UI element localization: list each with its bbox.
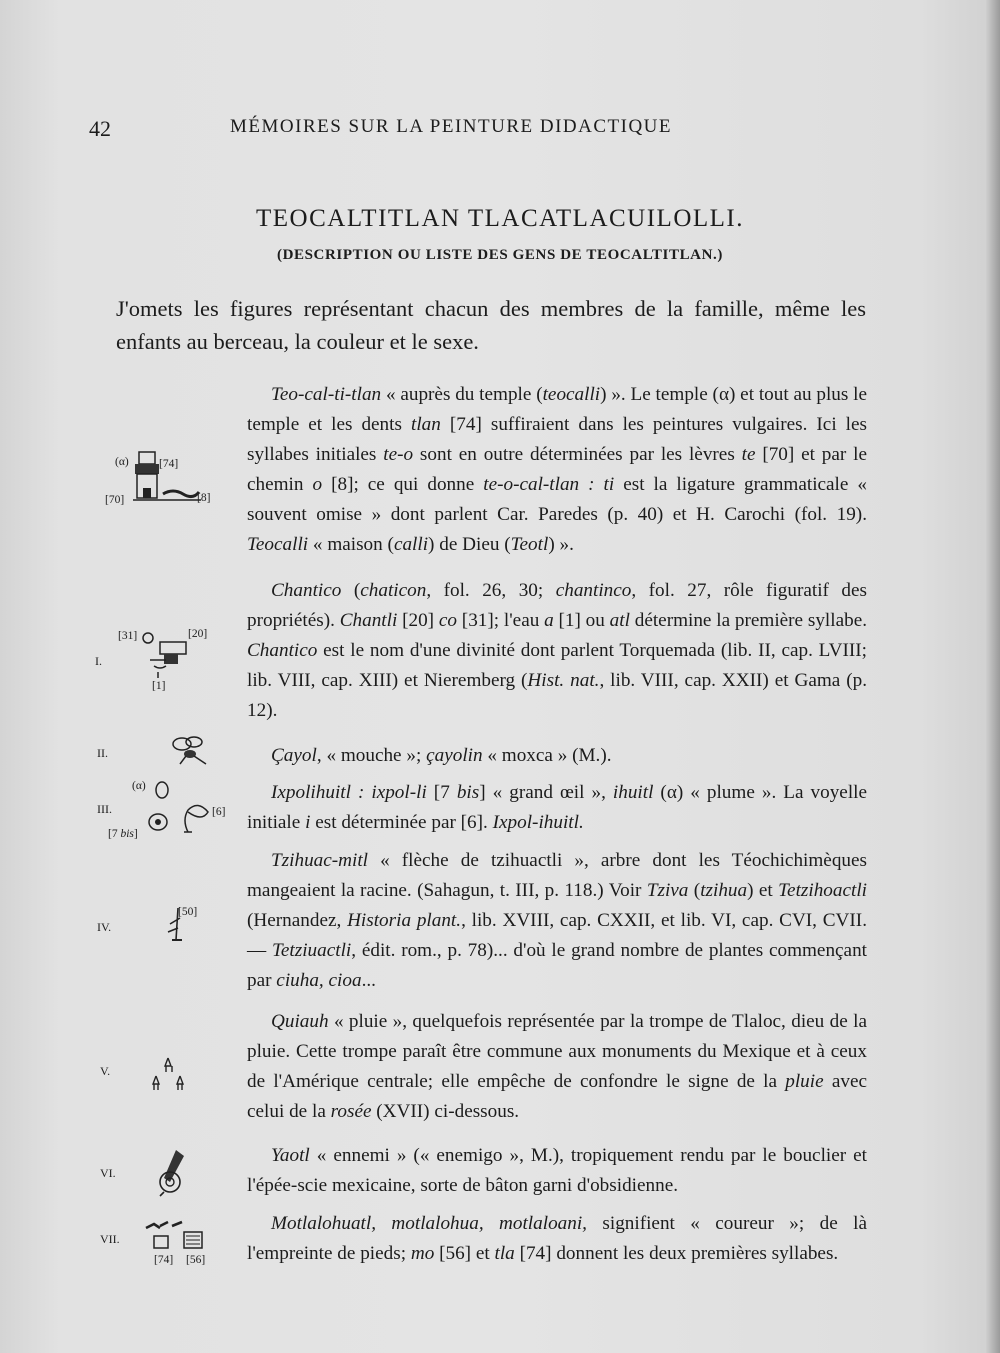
page-number: 42 bbox=[89, 116, 111, 141]
entry-term: Teo-cal-ti-tlan bbox=[271, 384, 382, 405]
entry-teocaltitlan: Teo-cal-ti-tlan « auprès du temple (teocalli) ». Le temple (α) et tout au plus le temple et les dents tlan [74] suffiraient dans les peintures vulgaires. Ici les syllabes initiales te-o sont en outre déterminées par les lèvres te [70] et par le chemin o [8]; ce qui donne te-o-cal-tlan : ti est la ligature grammaticale « souvent omise » dont parlent Car. Paredes (p. 40) et H. Carochi (fol. 19). Teocalli « maison (calli) de Dieu (Teotl) ». bbox=[247, 384, 868, 555]
entry-cayol: Çayol, « mouche »; çayolin « moxca » (M.). bbox=[271, 745, 612, 766]
page-edge-shadow bbox=[986, 0, 1000, 1353]
entry-chantico: Chantico (chaticon, fol. 26, 30; chantinco, fol. 27, rôle figuratif des propriétés). Chantli [20] co [31]; l'eau a [1] ou atl détermine la première syllabe. Chantico est le nom d'une divinité dont parlent Torquemada (lib. II, cap. LVIII; lib. VIII, cap. XIII) et Nieremberg (Hist. nat., lib. VIII, cap. XXII) et Gama (p. 12). bbox=[247, 580, 868, 721]
running-title: MÉMOIRES SUR LA PEINTURE DIDACTIQUE bbox=[230, 116, 672, 137]
entry-term: Motlalohuatl, motlalohua, motlaloani, bbox=[271, 1213, 587, 1234]
footprints-glyph bbox=[140, 1220, 220, 1270]
fly-glyph bbox=[168, 734, 210, 768]
roman-numeral: III. bbox=[97, 802, 112, 816]
shield-sword-glyph bbox=[152, 1148, 192, 1198]
arrow-tree-icon bbox=[158, 904, 190, 944]
glyph-label: (α) bbox=[115, 456, 129, 468]
glyph-label: [74] bbox=[159, 458, 179, 470]
glyph-label: [31] bbox=[118, 630, 138, 642]
entry-term: Yaotl bbox=[271, 1145, 310, 1166]
shield-sword-icon bbox=[152, 1148, 192, 1198]
glyph-label: [6] bbox=[212, 806, 226, 818]
intro-paragraph: J'omets les figures représentant chacun des membres de la famille, même les enfants au berceau, la couleur et le sexe. bbox=[116, 296, 866, 354]
arrow-tree-glyph bbox=[150, 904, 220, 948]
entry-term: Tzihuac-mitl bbox=[271, 850, 369, 871]
roman-numeral: I. bbox=[95, 654, 102, 668]
glyph-label: [7 bis] bbox=[108, 828, 138, 840]
glyph-label: [1] bbox=[152, 680, 166, 692]
footprints-icon bbox=[144, 1220, 210, 1252]
entry-motlalohuatl: Motlalohuatl, motlalohua, motlaloani, signifient « coureur »; de là l'empreinte de pieds; mo [56] et tla [74] donnent les deux premières syllabes. bbox=[247, 1213, 868, 1264]
fly-icon bbox=[168, 734, 210, 768]
chantico-glyph bbox=[118, 628, 218, 698]
roman-numeral: VI. bbox=[100, 1166, 116, 1180]
roman-numeral: VII. bbox=[100, 1232, 120, 1246]
glyph-label: [20] bbox=[188, 628, 208, 640]
entry-yaotl: Yaotl « ennemi » (« enemigo », M.), tropiquement rendu par le bouclier et l'épée-scie mexicaine, sorte de bâton garni d'obsidienne. bbox=[247, 1145, 867, 1196]
entry-term: Quiauh bbox=[271, 1011, 329, 1032]
eye-feather-icon bbox=[148, 780, 218, 842]
entry-term: Ixpolihuitl : ixpol-li bbox=[271, 782, 427, 803]
section-title: TEOCALTITLAN TLACATLACUILOLLI. bbox=[256, 205, 744, 232]
entry-term: Chantico bbox=[271, 580, 342, 601]
glyph-label: [8] bbox=[197, 492, 211, 504]
entry-quiauh: Quiauh « pluie », quelquefois représentée par la trompe de Tlaloc, dieu de la pluie. Cette trompe paraît être commune aux monuments du Mexique et à ceux de l'Amérique centrale; elle empêche de confondre le signe de la pluie avec celui de la rosée (XVII) ci-dessous. bbox=[247, 1011, 867, 1122]
section-subtitle: (DESCRIPTION OU LISTE DES GENS DE TEOCALTITLAN.) bbox=[276, 247, 723, 263]
glyph-label: [56] bbox=[186, 1254, 206, 1266]
entry-term: Çayol bbox=[271, 745, 317, 766]
house-water-icon bbox=[140, 632, 190, 680]
rain-icon bbox=[148, 1054, 192, 1094]
temple-glyph bbox=[105, 448, 225, 518]
entry-tzihuacmitl: Tzihuac-mitl « flèche de tzihuactli », arbre dont les Téochichimèques mangeaient la racine. (Sahagun, t. III, p. 118.) Voir Tziva (tzihua) et Tetzihoactli (Hernandez, Historia plant., lib. XVIII, cap. CXXII, et lib. VI, cap. CVI, CVII. — Tetziuactli, édit. rom., p. 78)... d'où le grand nombre de plantes commençant par ciuha, cioa... bbox=[247, 850, 867, 991]
glyph-label: [74] bbox=[154, 1254, 174, 1266]
page-header bbox=[0, 116, 1000, 146]
roman-numeral: II. bbox=[97, 746, 108, 760]
rain-glyph bbox=[148, 1054, 192, 1094]
roman-numeral: V. bbox=[100, 1064, 111, 1078]
entry-ixpolihuitl: Ixpolihuitl : ixpol-li [7 bis] « grand œil », ihuitl (α) « plume ». La voyelle initiale i est déterminée par [6]. Ixpol-ihuitl. bbox=[247, 782, 867, 833]
glyph-label: (α) bbox=[132, 780, 146, 792]
glyph-label: [70] bbox=[105, 494, 125, 506]
temple-icon bbox=[133, 448, 203, 510]
glyph-label: [50] bbox=[178, 906, 198, 918]
eye-feather-glyph bbox=[108, 778, 238, 844]
roman-numeral: IV. bbox=[97, 920, 112, 934]
